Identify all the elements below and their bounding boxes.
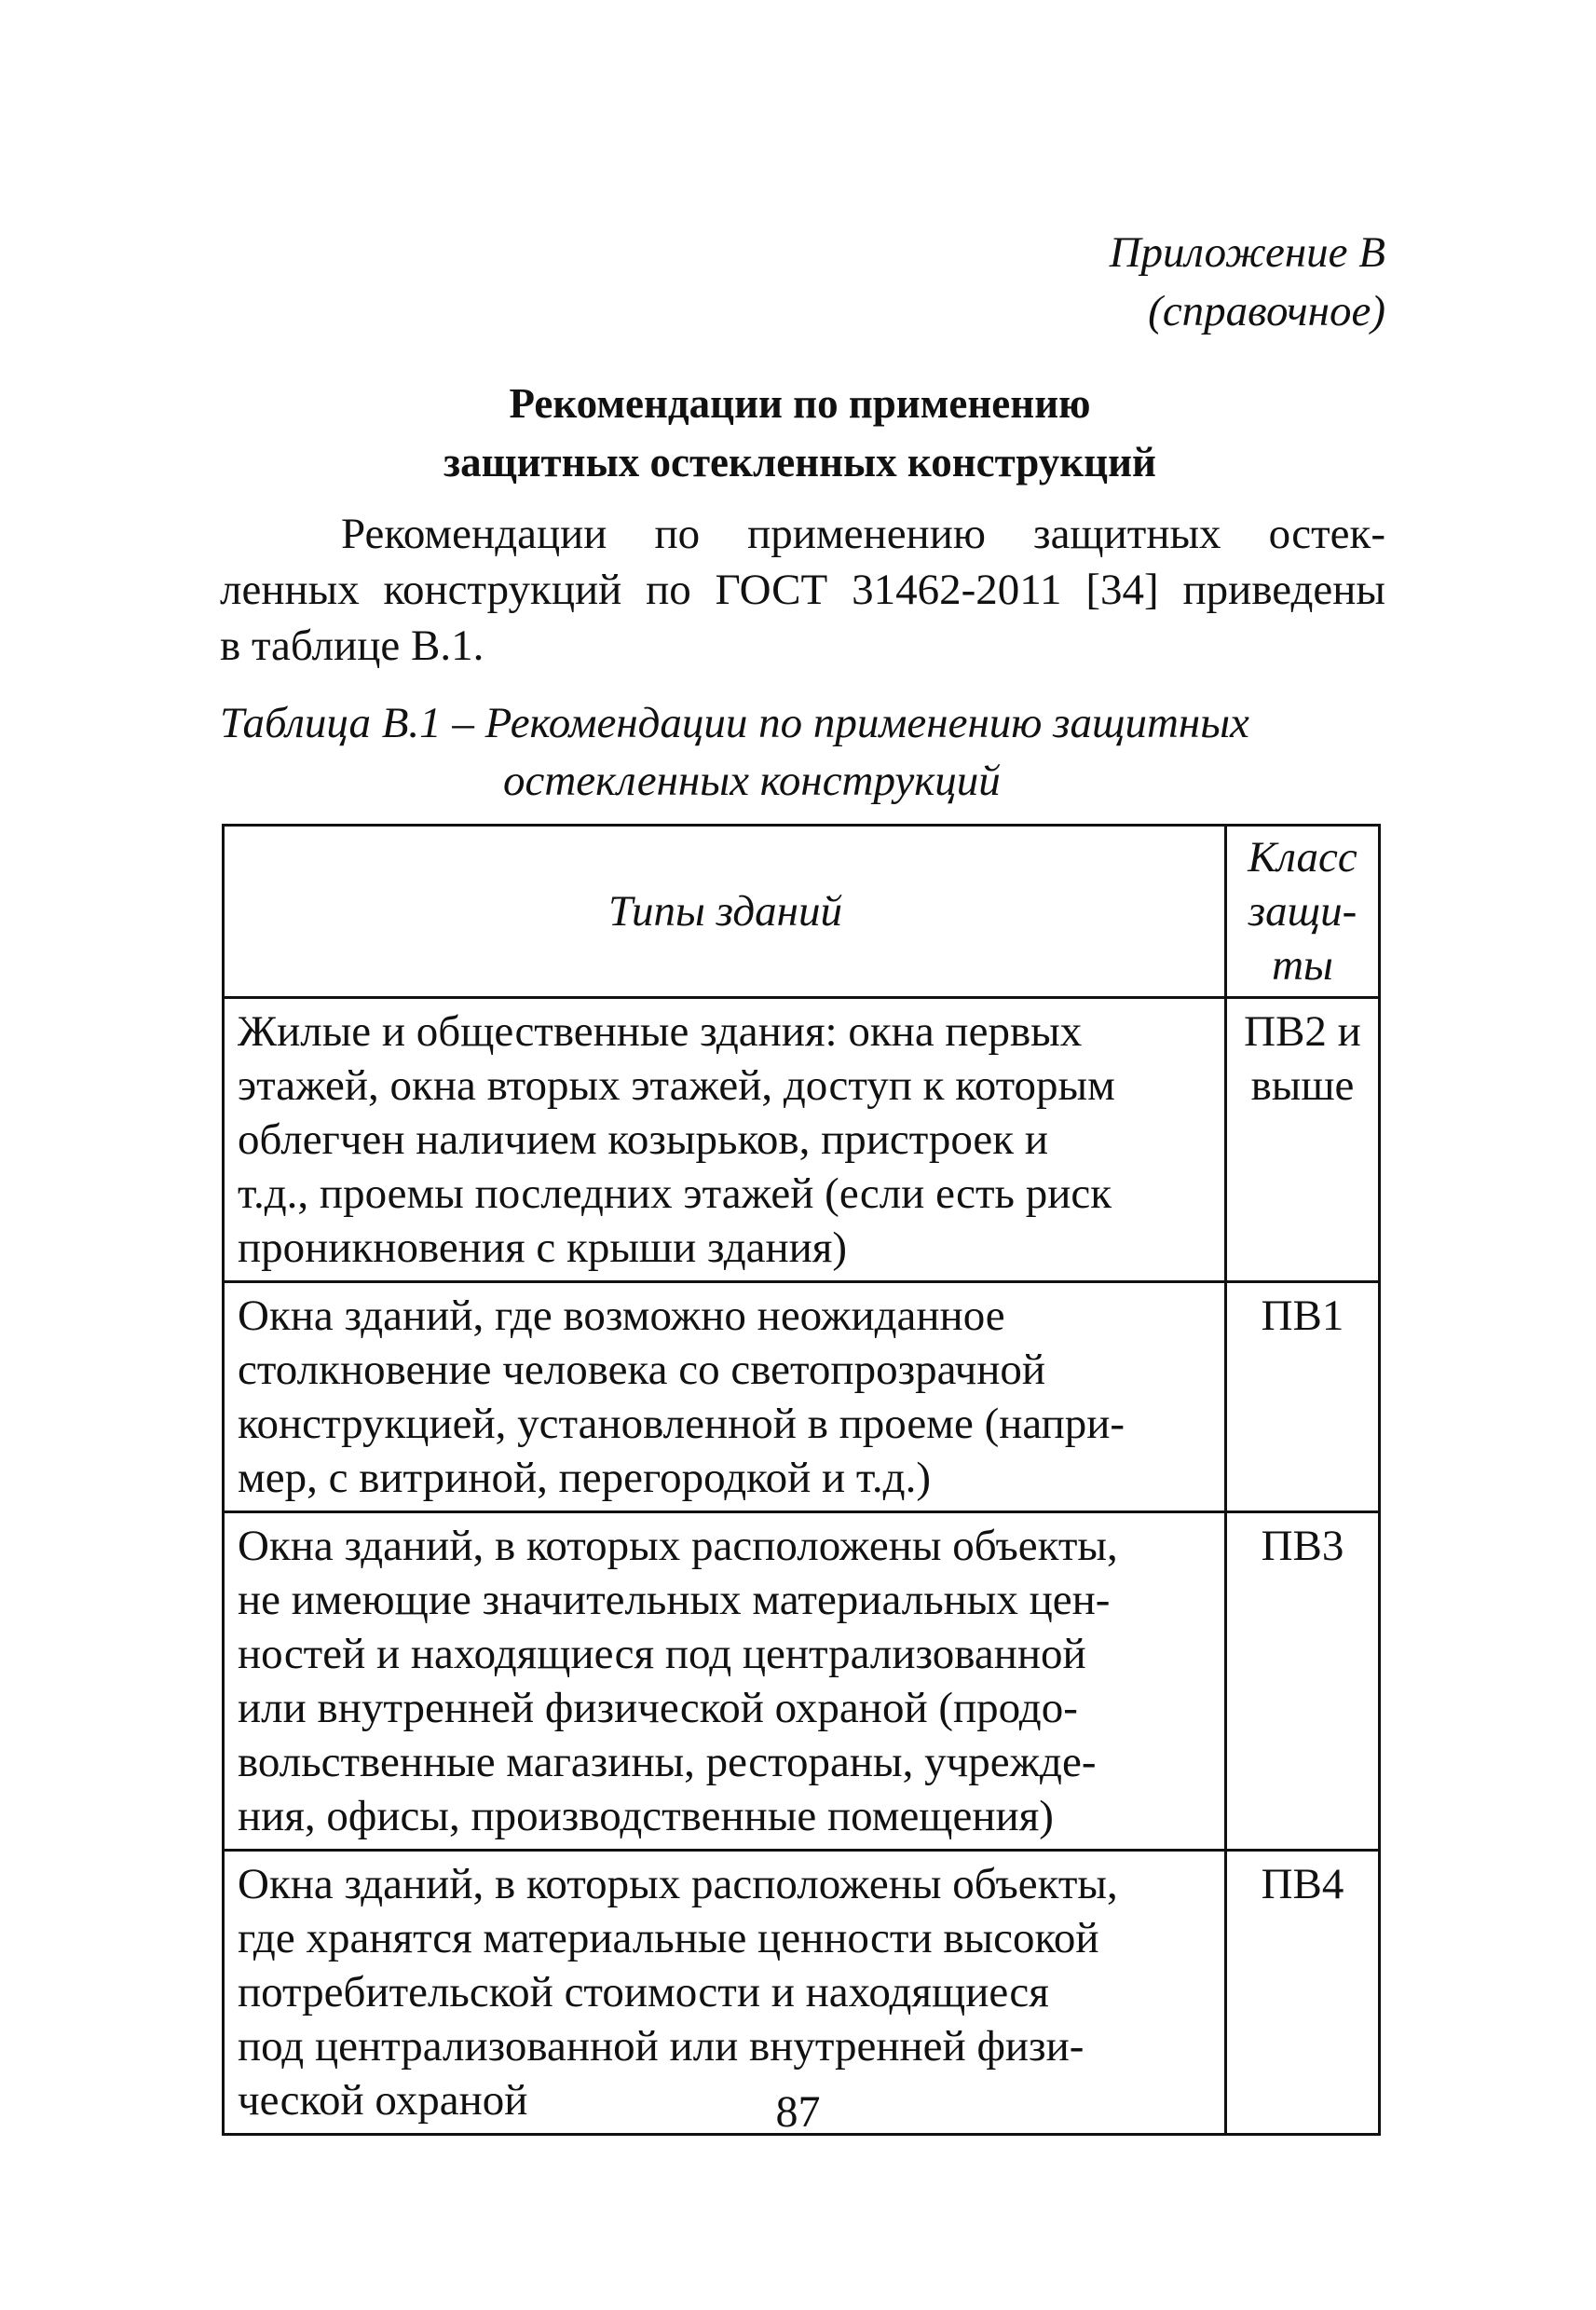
table-row: [224, 1512, 1380, 1851]
cell-line: облегчен наличием козырьков, пристроек и: [238, 1115, 1049, 1164]
cell-line: под централизованной или внутренней физи-: [238, 2022, 1084, 2071]
section-heading: [214, 375, 1385, 492]
paragraph-line: Рекомендации по применению защитных остек-: [341, 510, 1385, 558]
header-class-line: защи-: [1248, 887, 1357, 936]
cell-line: ческой охраной: [238, 2076, 528, 2125]
page-number: 87: [775, 2087, 821, 2137]
header-class-line: Класс: [1248, 833, 1357, 882]
cell-line: столкновение человека со светопрозрачной: [238, 1346, 1046, 1394]
caption-line-2: остекленных конструкций: [503, 757, 1001, 805]
cell-line: ностей и находящиеся под централизованной: [238, 1630, 1086, 1678]
header-building-types: Типы зданий: [224, 826, 1226, 998]
class-line: выше: [1250, 1061, 1355, 1110]
appendix-type: (справочное): [1148, 287, 1385, 335]
header-class-line: ты: [1272, 941, 1333, 990]
intro-paragraph: [220, 506, 1385, 674]
cell-line: или внутренней физической охраной (продо-: [238, 1684, 1078, 1732]
class-line: ПВ2 и: [1244, 1007, 1361, 1056]
caption-line-1: Таблица В.1 – Рекомендации по применению защитных: [220, 699, 1249, 747]
cell-line: потребительской стоимости и находящиеся: [238, 1968, 1049, 2016]
cell-line: Окна зданий, в которых расположены объекты,: [238, 1522, 1118, 1570]
building-type-cell: [224, 998, 1226, 1282]
building-type-cell: [224, 1512, 1226, 1851]
recommendations-table: [222, 824, 1381, 2136]
cell-line: т.д., проемы последних этажей (если есть риск: [238, 1169, 1112, 1218]
cell-line: Жилые и общественные здания: окна первых: [238, 1007, 1083, 1056]
cell-line: этажей, окна вторых этажей, доступ к которым: [238, 1061, 1115, 1110]
paragraph-line: в таблице В.1.: [220, 622, 484, 670]
class-line: ПВ3: [1261, 1522, 1344, 1570]
cell-line: Окна зданий, где возможно неожиданное: [238, 1292, 1005, 1340]
building-type-cell: [224, 1282, 1226, 1512]
protection-class-cell: [1226, 1282, 1380, 1512]
cell-line: не имеющие значительных материальных цен-: [238, 1576, 1111, 1624]
table-row: [224, 998, 1380, 1282]
protection-class-cell: [1226, 998, 1380, 1282]
class-line: ПВ1: [1261, 1292, 1344, 1340]
appendix-title: Приложение В: [1109, 228, 1385, 277]
cell-line: конструкцией, установленной в проеме (напри-: [238, 1400, 1125, 1448]
cell-line: Окна зданий, в которых расположены объекты,: [238, 1860, 1118, 1908]
protection-class-cell: [1226, 1512, 1380, 1851]
heading-line-2: защитных остекленных конструкций: [443, 439, 1156, 485]
appendix-label: [1110, 224, 1385, 341]
cell-line: ния, офисы, производственные помещения): [238, 1792, 1054, 1840]
class-line: ПВ4: [1261, 1860, 1344, 1908]
cell-line: вольственные магазины, рестораны, учрежде-: [238, 1738, 1097, 1786]
cell-line: проникновения с крыши здания): [238, 1223, 848, 1272]
cell-line: где хранятся материальные ценности высокой: [238, 1914, 1099, 1962]
table-caption: [220, 694, 1385, 810]
cell-line: мер, с витриной, перегородкой и т.д.): [238, 1454, 931, 1502]
paragraph-line: ленных конструкций по ГОСТ 31462-2011 [34] приведены: [220, 566, 1385, 614]
header-protection-class: [1226, 826, 1380, 998]
heading-line-1: Рекомендации по применению: [509, 380, 1091, 427]
table-row: [224, 1282, 1380, 1512]
table-header-row: [224, 826, 1380, 998]
